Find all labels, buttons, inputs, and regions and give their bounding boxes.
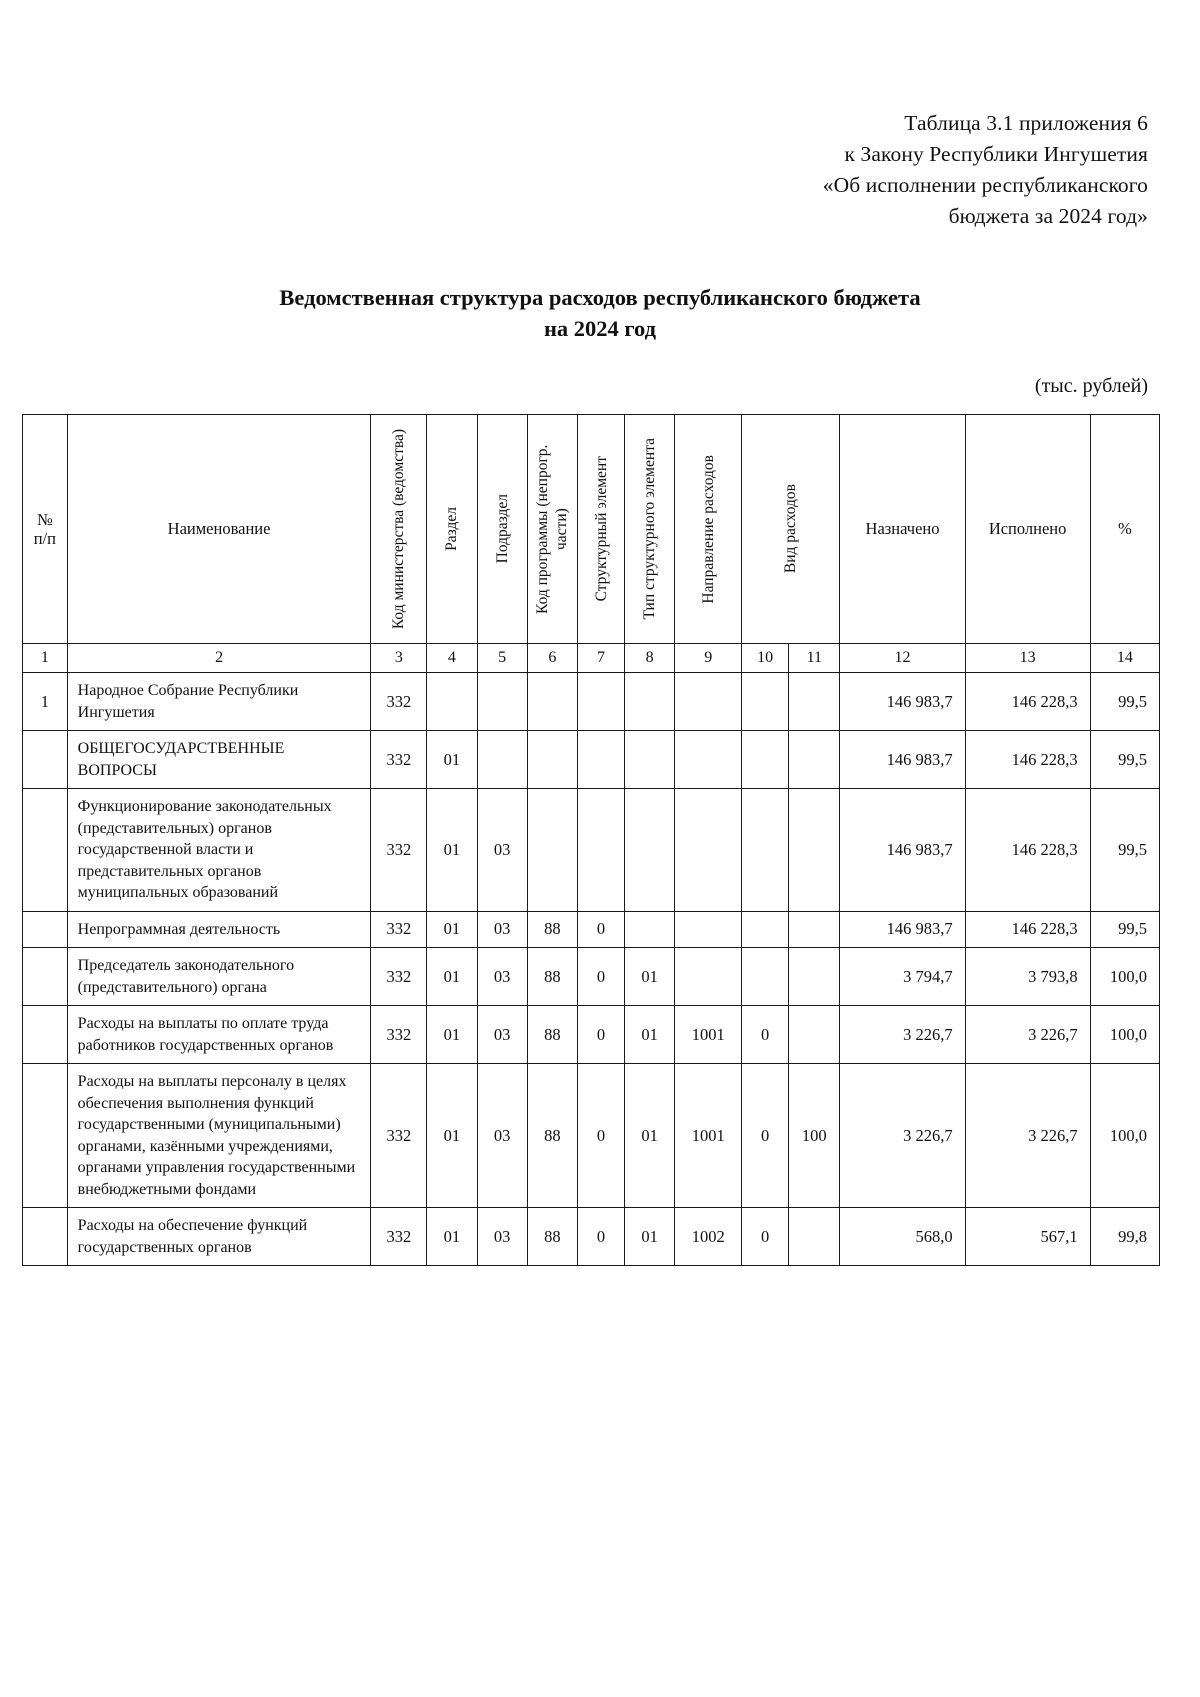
colnum-3: 3: [371, 644, 427, 673]
reference-line-1: Таблица 3.1 приложения 6: [904, 111, 1148, 135]
row-percent: 99,5: [1090, 911, 1159, 948]
row-expense-type-a: [742, 673, 789, 731]
row-expense-type-a: [742, 911, 789, 948]
row-assigned: 146 983,7: [840, 673, 965, 731]
row-executed: 146 228,3: [965, 731, 1090, 789]
row-subsection: [477, 731, 527, 789]
row-assigned: 146 983,7: [840, 731, 965, 789]
row-assigned: 146 983,7: [840, 911, 965, 948]
row-name: Функционирование законодательных (представительных) органов государственной власти и представительных органов муниципальных образований: [67, 789, 371, 912]
header-expense-type-label: Вид расходов: [782, 484, 800, 574]
row-subsection: 03: [477, 911, 527, 948]
row-executed: 146 228,3: [965, 673, 1090, 731]
row-program-code: 88: [527, 948, 577, 1006]
header-np-line2: п/п: [33, 529, 56, 548]
row-name: Расходы на обеспечение функций государственных органов: [67, 1208, 371, 1266]
row-percent: 100,0: [1090, 1064, 1159, 1208]
row-assigned: 3 794,7: [840, 948, 965, 1006]
header-row-number: [23, 415, 68, 644]
reference-line-3: «Об исполнении республиканского: [822, 173, 1148, 197]
row-ministry-code: 332: [371, 731, 427, 789]
colnum-1: 1: [23, 644, 68, 673]
row-structural-element-type: 01: [624, 1064, 674, 1208]
row-percent: 99,5: [1090, 673, 1159, 731]
row-executed: 567,1: [965, 1208, 1090, 1266]
table-header-row: [23, 415, 1160, 644]
row-structural-element: 0: [578, 948, 625, 1006]
row-structural-element-type: [624, 911, 674, 948]
colnum-7: 7: [578, 644, 625, 673]
row-index: [23, 731, 68, 789]
row-executed: 3 226,7: [965, 1064, 1090, 1208]
row-program-code: 88: [527, 1006, 577, 1064]
row-section: 01: [427, 789, 477, 912]
row-structural-element-type: [624, 789, 674, 912]
row-index: [23, 948, 68, 1006]
header-name: [67, 415, 371, 644]
header-section-label: Раздел: [443, 507, 461, 551]
row-expense-direction: [675, 789, 742, 912]
row-expense-direction: [675, 948, 742, 1006]
row-structural-element: 0: [578, 1064, 625, 1208]
header-structural-element-label: Структурный элемент: [592, 456, 610, 602]
row-section: 01: [427, 1208, 477, 1266]
header-np-line1: №: [36, 510, 53, 529]
row-expense-direction: 1001: [675, 1006, 742, 1064]
document-reference-block: [588, 108, 1148, 232]
row-section: 01: [427, 948, 477, 1006]
row-expense-direction: [675, 911, 742, 948]
row-expense-direction: 1002: [675, 1208, 742, 1266]
row-program-code: 88: [527, 1064, 577, 1208]
header-program-code: [527, 415, 577, 644]
row-structural-element: [578, 731, 625, 789]
header-section: [427, 415, 477, 644]
header-executed: [965, 415, 1090, 644]
colnum-13: 13: [965, 644, 1090, 673]
row-program-code: 88: [527, 911, 577, 948]
row-index: [23, 911, 68, 948]
row-expense-type-a: 0: [742, 1064, 789, 1208]
row-executed: 146 228,3: [965, 789, 1090, 912]
header-structural-element: [578, 415, 625, 644]
colnum-2: 2: [67, 644, 371, 673]
column-number-row: [23, 644, 1160, 673]
header-expense-direction-label: Направление расходов: [699, 454, 717, 604]
row-program-code: [527, 731, 577, 789]
table-row: [23, 1064, 1160, 1208]
row-name: Председатель законодательного (представительного) органа: [67, 948, 371, 1006]
table-row: [23, 1006, 1160, 1064]
row-section: 01: [427, 911, 477, 948]
row-section: 01: [427, 731, 477, 789]
row-expense-type-b: 100: [789, 1064, 840, 1208]
header-ministry-code-label: Код министерства (ведомства): [390, 428, 408, 630]
row-percent: 100,0: [1090, 948, 1159, 1006]
row-assigned: 3 226,7: [840, 1064, 965, 1208]
header-name-label: Наименование: [167, 519, 271, 538]
header-structural-element-type-label: Тип структурного элемента: [641, 438, 659, 620]
colnum-4: 4: [427, 644, 477, 673]
header-ministry-code: [371, 415, 427, 644]
row-expense-type-a: [742, 731, 789, 789]
row-subsection: 03: [477, 948, 527, 1006]
row-program-code: [527, 673, 577, 731]
row-expense-type-b: [789, 1006, 840, 1064]
header-structural-element-type: [624, 415, 674, 644]
row-section: 01: [427, 1006, 477, 1064]
row-percent: 99,5: [1090, 789, 1159, 912]
reference-line-4: бюджета за 2024 год»: [948, 204, 1148, 228]
row-subsection: 03: [477, 1006, 527, 1064]
header-expense-direction: [675, 415, 742, 644]
page-title-line-1: Ведомственная структура расходов республиканского бюджета: [279, 285, 921, 310]
units-note: (тыс. рублей): [1034, 375, 1148, 397]
row-ministry-code: 332: [371, 911, 427, 948]
row-index: 1: [23, 673, 68, 731]
row-executed: 3 793,8: [965, 948, 1090, 1006]
row-expense-direction: [675, 731, 742, 789]
row-expense-type-b: [789, 1208, 840, 1266]
colnum-9: 9: [675, 644, 742, 673]
row-structural-element: 0: [578, 1208, 625, 1266]
row-percent: 99,8: [1090, 1208, 1159, 1266]
row-subsection: [477, 673, 527, 731]
row-structural-element-type: [624, 731, 674, 789]
header-subsection-label: Подраздел: [493, 494, 511, 564]
table-row: [23, 673, 1160, 731]
row-expense-type-b: [789, 731, 840, 789]
row-expense-type-a: 0: [742, 1006, 789, 1064]
row-executed: 146 228,3: [965, 911, 1090, 948]
row-name: Расходы на выплаты по оплате труда работников государственных органов: [67, 1006, 371, 1064]
colnum-12: 12: [840, 644, 965, 673]
row-structural-element: [578, 789, 625, 912]
row-ministry-code: 332: [371, 789, 427, 912]
row-structural-element: 0: [578, 911, 625, 948]
row-name: Непрограммная деятельность: [67, 911, 371, 948]
row-subsection: 03: [477, 789, 527, 912]
row-assigned: 568,0: [840, 1208, 965, 1266]
row-ministry-code: 332: [371, 1064, 427, 1208]
row-percent: 100,0: [1090, 1006, 1159, 1064]
row-subsection: 03: [477, 1064, 527, 1208]
row-index: [23, 1208, 68, 1266]
row-subsection: 03: [477, 1208, 527, 1266]
row-expense-direction: [675, 673, 742, 731]
row-ministry-code: 332: [371, 673, 427, 731]
header-percent-label: %: [1117, 519, 1132, 538]
row-expense-type-a: 0: [742, 1208, 789, 1266]
row-structural-element-type: [624, 673, 674, 731]
colnum-14: 14: [1090, 644, 1159, 673]
table-body: [23, 673, 1160, 1266]
row-expense-type-a: [742, 948, 789, 1006]
table-row: [23, 1208, 1160, 1266]
colnum-10: 10: [742, 644, 789, 673]
row-ministry-code: 332: [371, 948, 427, 1006]
row-executed: 3 226,7: [965, 1006, 1090, 1064]
row-name: ОБЩЕГОСУДАРСТВЕННЫЕ ВОПРОСЫ: [67, 731, 371, 789]
header-assigned: [840, 415, 965, 644]
page-title-line-2: на 2024 год: [543, 316, 657, 341]
row-structural-element: [578, 673, 625, 731]
row-program-code: [527, 789, 577, 912]
table-header: [23, 415, 1160, 673]
header-expense-type: [742, 415, 840, 644]
colnum-8: 8: [624, 644, 674, 673]
header-program-code-label: Код программы (непрогр. части): [534, 444, 571, 614]
table-row: [23, 789, 1160, 912]
row-structural-element-type: 01: [624, 1006, 674, 1064]
row-index: [23, 789, 68, 912]
row-expense-type-b: [789, 948, 840, 1006]
table-row: [23, 911, 1160, 948]
header-percent: [1090, 415, 1159, 644]
header-executed-label: Исполнено: [988, 519, 1067, 538]
row-index: [23, 1064, 68, 1208]
row-name: Народное Собрание Республики Ингушетия: [67, 673, 371, 731]
row-program-code: 88: [527, 1208, 577, 1266]
table-row: [23, 731, 1160, 789]
row-section: [427, 673, 477, 731]
page-title: [0, 282, 1200, 344]
header-subsection: [477, 415, 527, 644]
row-structural-element-type: 01: [624, 1208, 674, 1266]
reference-line-2: к Закону Республики Ингушетия: [844, 142, 1148, 166]
row-name: Расходы на выплаты персоналу в целях обеспечения выполнения функций государственными (муниципальными) органами, казёнными учреждениями, органами управления государственными внебюджетными фондами: [67, 1064, 371, 1208]
row-expense-direction: 1001: [675, 1064, 742, 1208]
row-section: 01: [427, 1064, 477, 1208]
row-expense-type-b: [789, 789, 840, 912]
row-assigned: 3 226,7: [840, 1006, 965, 1064]
budget-table: [22, 414, 1160, 1266]
row-expense-type-b: [789, 911, 840, 948]
colnum-11: 11: [789, 644, 840, 673]
header-assigned-label: Назначено: [865, 519, 940, 538]
row-expense-type-a: [742, 789, 789, 912]
row-structural-element-type: 01: [624, 948, 674, 1006]
table-row: [23, 948, 1160, 1006]
row-ministry-code: 332: [371, 1006, 427, 1064]
row-structural-element: 0: [578, 1006, 625, 1064]
row-expense-type-b: [789, 673, 840, 731]
row-ministry-code: 332: [371, 1208, 427, 1266]
colnum-6: 6: [527, 644, 577, 673]
row-index: [23, 1006, 68, 1064]
row-assigned: 146 983,7: [840, 789, 965, 912]
budget-table-container: [22, 414, 1162, 1266]
colnum-5: 5: [477, 644, 527, 673]
row-percent: 99,5: [1090, 731, 1159, 789]
